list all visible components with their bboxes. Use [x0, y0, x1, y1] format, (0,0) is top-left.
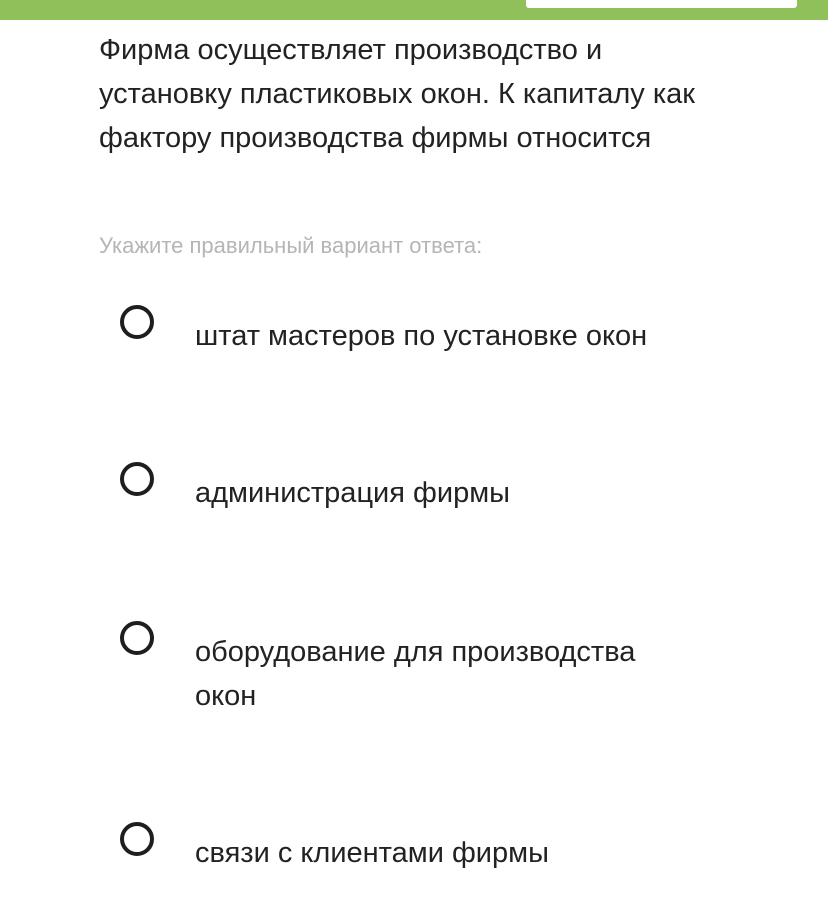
radio-button[interactable]: [120, 305, 154, 339]
answer-option-label: оборудование для производства окон: [195, 636, 636, 712]
answer-option-label: связи с клиентами фирмы: [195, 837, 549, 869]
answer-option-4[interactable]: [120, 822, 720, 882]
radio-button[interactable]: [120, 462, 154, 496]
top-bar: [0, 0, 828, 20]
answer-hint: Укажите правильный вариант ответа:: [99, 233, 483, 258]
radio-button[interactable]: [120, 822, 154, 856]
answer-option-2[interactable]: [120, 462, 720, 522]
answer-option-label: администрация фирмы: [195, 477, 510, 509]
answer-option-1[interactable]: [120, 305, 720, 365]
answer-option-label: штат мастеров по установке окон: [195, 320, 648, 352]
answer-option-3[interactable]: [120, 621, 720, 721]
question-text: Фирма осуществляет производство и установку пластиковых окон. К капиталу как фактору производства фирмы относится: [99, 34, 695, 154]
top-bar-field[interactable]: [526, 0, 797, 8]
radio-button[interactable]: [120, 621, 154, 655]
